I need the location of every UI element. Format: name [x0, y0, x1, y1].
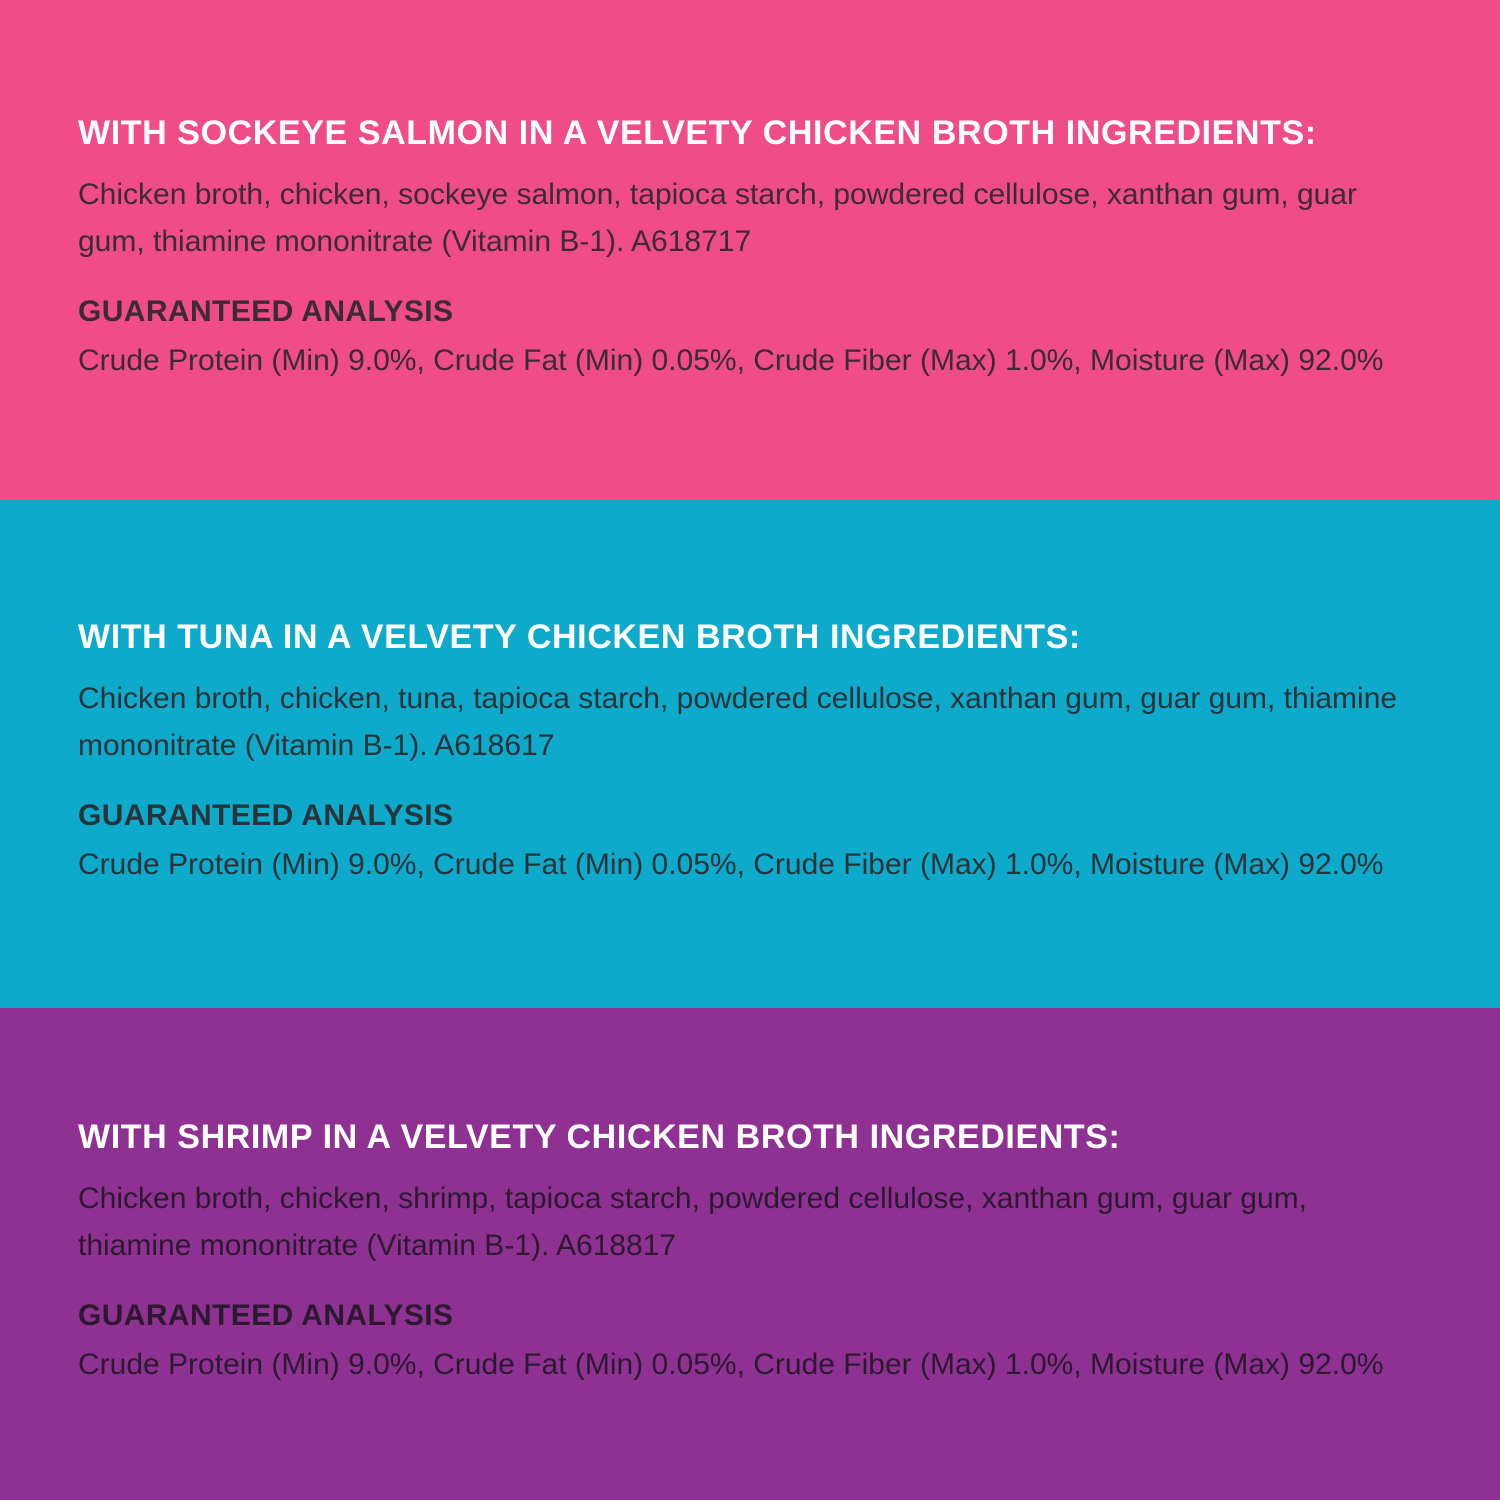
guaranteed-analysis-text: Crude Protein (Min) 9.0%, Crude Fat (Min) 0.05%, Crude Fiber (Max) 1.0%, Moisture (Max) 92.0%	[78, 344, 1384, 378]
guaranteed-analysis-text: Crude Protein (Min) 9.0%, Crude Fat (Min) 0.05%, Crude Fiber (Max) 1.0%, Moisture (Max) 92.0%	[78, 1348, 1384, 1382]
guaranteed-analysis-heading: GUARANTEED ANALYSIS	[78, 1299, 454, 1333]
guaranteed-analysis-heading: GUARANTEED ANALYSIS	[78, 799, 454, 833]
guaranteed-analysis-text: Crude Protein (Min) 9.0%, Crude Fat (Min) 0.05%, Crude Fiber (Max) 1.0%, Moisture (Max) 92.0%	[78, 848, 1384, 882]
product-panel-sockeye-salmon	[0, 0, 1500, 500]
ingredients-text: Chicken broth, chicken, tuna, tapioca starch, powdered cellulose, xanthan gum, guar gum, thiamine mononitrate (Vitamin B-1). A618617	[78, 682, 1398, 762]
product-panel-tuna	[0, 500, 1500, 1008]
panel-title: WITH TUNA IN A VELVETY CHICKEN BROTH INGREDIENTS:	[78, 618, 1081, 657]
product-panel-shrimp	[0, 1008, 1500, 1500]
guaranteed-analysis-heading: GUARANTEED ANALYSIS	[78, 295, 454, 329]
ingredients-text: Chicken broth, chicken, shrimp, tapioca starch, powdered cellulose, xanthan gum, guar gum, thiamine mononitrate (Vitamin B-1). A618817	[78, 1182, 1307, 1262]
panel-title: WITH SOCKEYE SALMON IN A VELVETY CHICKEN BROTH INGREDIENTS:	[78, 114, 1317, 153]
ingredients-text: Chicken broth, chicken, sockeye salmon, tapioca starch, powdered cellulose, xanthan gum, guar gum, thiamine mononitrate (Vitamin B-1). A618717	[78, 178, 1358, 258]
panel-title: WITH SHRIMP IN A VELVETY CHICKEN BROTH INGREDIENTS:	[78, 1118, 1121, 1157]
